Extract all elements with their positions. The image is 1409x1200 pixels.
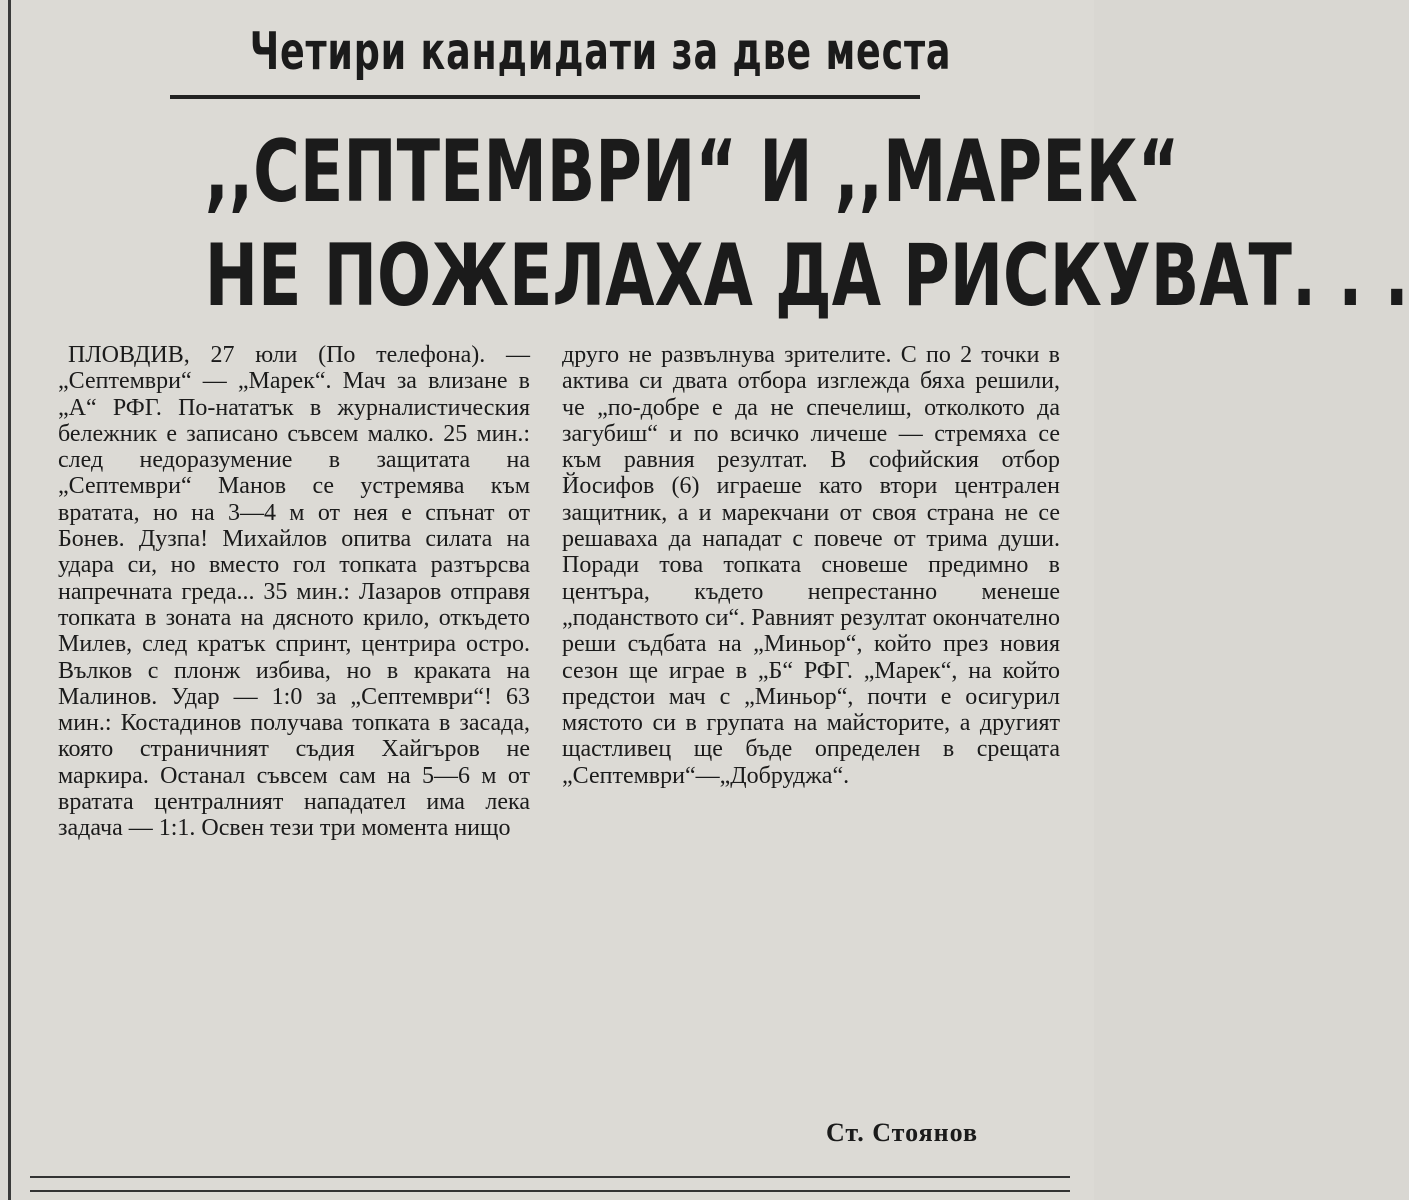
headline-line-2: НЕ ПОЖЕЛАХА ДА РИСКУВАТ. . . (204, 226, 1409, 326)
headline-line-1: ,,СЕПТЕМВРИ“ И ,,МАРЕК“ (204, 122, 1180, 222)
main-headline (204, 120, 1409, 328)
article-column-right (562, 342, 1060, 789)
left-border-rule (8, 0, 11, 1200)
author-byline: Ст. Стоянов (826, 1118, 979, 1147)
article-text-right: друго не развълнува зрителите. С по 2 точки в актива си двата отбора изглежда бяха решили, че „по-добре е да не спечелиш, отколкото да загубиш“ и по всичко личеше — стремяха се към равния резултат. В софийския отбор Йосифов (6) играеше като втори централен защитник, а и марекчани от своя страна не се решаваха да нападат с повече от трима души. Поради това топката сновеше предимно в центъра, където непрестанно менеше „поданството си“. Равният резултат окончателно реши съдбата на „Миньор“, който през новия сезон ще играе в „Б“ РФГ. „Марек“, на който предстои мач с „Миньор“, почти е осигурил мястото си в групата на майсторите, а другият щастливец ще бъде определен в срещата „Септември“—„Добруджа“. (562, 342, 1060, 789)
kicker-underline (170, 95, 920, 99)
bottom-rule (30, 1176, 1070, 1178)
kicker-headline: Четири кандидати за две места (249, 22, 952, 82)
article-text-left: ПЛОВДИВ, 27 юли (По телефона). — „Септември“ — „Марек“. Мач за влизане в „А“ РФГ. По-нататък в журналистическия бележник е записано съвсем малко. 25 мин.: след недоразумение в защитата на „Септември“ Манов се устремява към вратата, но на 3—4 м от нея е спънат от Бонев. Дузпа! Михайлов опитва силата на удара си, но вместо гол топката разтърсва напречната греда... 35 мин.: Лазаров отправя топката в зоната на дясното крило, откъдето Милев, след кратък спринт, центрира остро. Вълков с плонж избива, но в краката на Малинов. Удар — 1:0 за „Септември“! 63 мин.: Костадинов получава топката в засада, която страничният съдия Хайгъров не маркира. Останал съвсем сам на 5—6 м от вратата централният нападател има лека задача — 1:1. Освен тези три момента нищо (58, 342, 530, 842)
article-column-left (58, 342, 530, 842)
bottom-rule-second (30, 1190, 1070, 1192)
